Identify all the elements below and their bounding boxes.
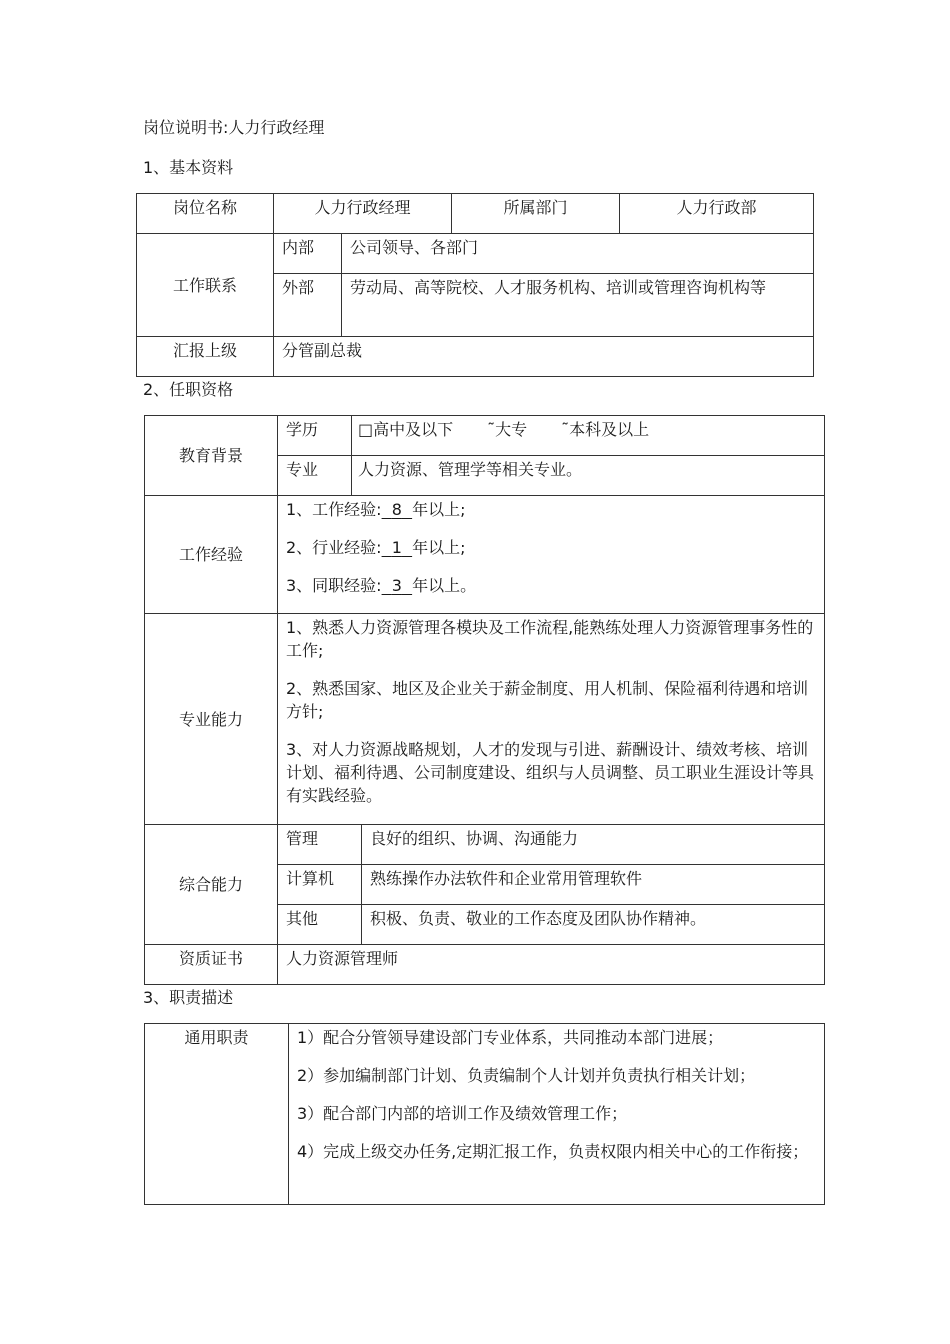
skill-item: 2、熟悉国家、地区及企业关于薪金制度、用人机制、保险福利待遇和培训方针; bbox=[286, 679, 809, 721]
general-duties-label: 通用职责 bbox=[145, 1024, 289, 1205]
degree-options bbox=[352, 416, 825, 456]
basic-info-table bbox=[136, 193, 814, 377]
experience-item: 3、同职经验: 3 年以上。 bbox=[286, 576, 477, 595]
duty-item: 2）参加编制部门计划、负责编制个人计划并负责执行相关计划； bbox=[297, 1066, 756, 1085]
internal-contacts-label: 内部 bbox=[274, 234, 342, 274]
degree-option-high-school: □高中及以下 bbox=[358, 420, 454, 439]
report-to-value: 分管副总裁 bbox=[274, 337, 814, 377]
position-name-label: 岗位名称 bbox=[137, 194, 274, 234]
general-ability-management-value: 良好的组织、协调、沟通能力 bbox=[362, 825, 825, 865]
professional-ability-label: 专业能力 bbox=[145, 614, 278, 825]
external-contacts-value: 劳动局、高等院校、人才服务机构、培训或管理咨询机构等 bbox=[342, 274, 814, 337]
skill-item: 3、对人力资源战略规划，人才的发现与引进、薪酬设计、绩效考核、培训计划、福利待遇、公司制度建设、组织与人员调整、员工职业生涯设计等具有实践经验。 bbox=[286, 740, 815, 805]
section-heading-duties: 3、职责描述 bbox=[143, 988, 234, 1007]
general-ability-computer-value: 熟练操作办法软件和企业常用管理软件 bbox=[362, 865, 825, 905]
experience-years: 3 bbox=[391, 576, 402, 595]
document-title: 岗位说明书:人力行政经理 bbox=[143, 118, 325, 137]
experience-years: 1 bbox=[391, 538, 402, 557]
work-experience-value bbox=[278, 496, 825, 614]
major-value: 人力资源、管理学等相关专业。 bbox=[352, 456, 825, 496]
duty-item: 3）配合部门内部的培训工作及绩效管理工作； bbox=[297, 1104, 628, 1123]
general-duties-value bbox=[289, 1024, 825, 1205]
position-name-value: 人力行政经理 bbox=[274, 194, 452, 234]
department-label: 所属部门 bbox=[452, 194, 620, 234]
certificate-label: 资质证书 bbox=[145, 945, 278, 985]
degree-label: 学历 bbox=[278, 416, 352, 456]
general-ability-management-label: 管理 bbox=[278, 825, 362, 865]
professional-ability-value bbox=[278, 614, 825, 825]
certificate-value: 人力资源管理师 bbox=[278, 945, 825, 985]
general-ability-other-label: 其他 bbox=[278, 905, 362, 945]
degree-option-bachelor: ˜本科及以上 bbox=[561, 420, 650, 439]
degree-option-college: ˜大专 bbox=[487, 420, 528, 439]
skill-item: 1、熟悉人力资源管理各模块及工作流程,能熟练处理人力资源管理事务性的工作; bbox=[286, 618, 814, 660]
major-label: 专业 bbox=[278, 456, 352, 496]
department-value: 人力行政部 bbox=[620, 194, 814, 234]
duty-item: 1）配合分管领导建设部门专业体系，共同推动本部门进展； bbox=[297, 1028, 724, 1047]
duty-item: 4）完成上级交办任务,定期汇报工作，负责权限内相关中心的工作衔接； bbox=[297, 1142, 809, 1161]
education-label: 教育背景 bbox=[145, 416, 278, 496]
experience-item: 1、工作经验: 8 年以上; bbox=[286, 500, 466, 519]
section-heading-basic-info: 1、基本资料 bbox=[143, 158, 234, 177]
qualifications-table bbox=[144, 415, 825, 985]
experience-item: 2、行业经验: 1 年以上; bbox=[286, 538, 466, 557]
internal-contacts-value: 公司领导、各部门 bbox=[342, 234, 814, 274]
work-contacts-label: 工作联系 bbox=[137, 234, 274, 337]
external-contacts-label: 外部 bbox=[274, 274, 342, 337]
general-ability-label: 综合能力 bbox=[145, 825, 278, 945]
duties-table bbox=[144, 1023, 825, 1205]
general-ability-other-value: 积极、负责、敬业的工作态度及团队协作精神。 bbox=[362, 905, 825, 945]
section-heading-qualifications: 2、任职资格 bbox=[143, 380, 234, 399]
general-ability-computer-label: 计算机 bbox=[278, 865, 362, 905]
experience-years: 8 bbox=[391, 500, 402, 519]
work-experience-label: 工作经验 bbox=[145, 496, 278, 614]
report-to-label: 汇报上级 bbox=[137, 337, 274, 377]
